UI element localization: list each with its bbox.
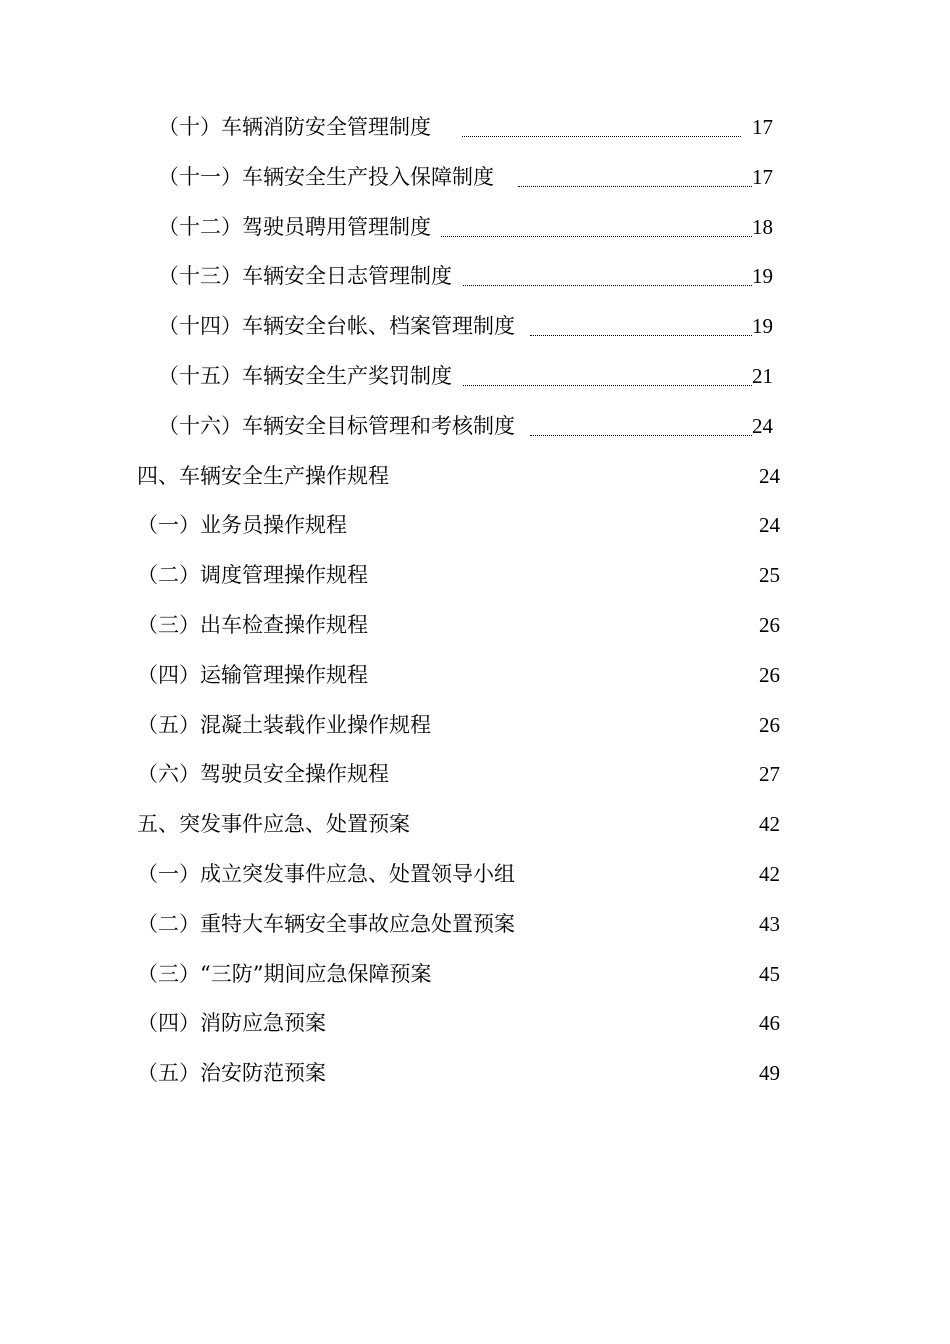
toc-entry[interactable] (0, 551, 950, 601)
toc-entry-title: （十一）车辆安全生产投入保障制度 (158, 164, 494, 189)
toc-entry-page: 42 (759, 861, 780, 886)
toc-entry[interactable] (0, 750, 950, 800)
toc-entry-title: 五、突发事件应急、处置预案 (137, 812, 410, 837)
toc-entry-page: 26 (759, 612, 780, 637)
toc-entry-page: 27 (759, 762, 780, 787)
toc-entry[interactable] (0, 352, 950, 402)
toc-entry-page: 26 (759, 662, 780, 687)
toc-entry-page: 42 (759, 812, 780, 837)
toc-entry[interactable] (0, 103, 950, 153)
toc-entry[interactable] (0, 850, 950, 900)
toc-entry[interactable] (0, 501, 950, 551)
toc-entry[interactable] (0, 1049, 950, 1099)
toc-entry[interactable] (0, 900, 950, 950)
toc-entry-title: （十六）车辆安全目标管理和考核制度 (158, 413, 515, 438)
toc-entry-title: （一）业务员操作规程 (137, 513, 347, 538)
toc-entry-page: 49 (759, 1061, 780, 1086)
toc-entry[interactable] (0, 651, 950, 701)
toc-entry-title: （十）车辆消防安全管理制度 (158, 115, 431, 139)
toc-entry-page: 19 (752, 264, 773, 289)
toc-entry-page: 17 (752, 115, 773, 139)
toc-dot-leader (463, 285, 752, 286)
toc-entry-title: （四）运输管理操作规程 (137, 662, 368, 687)
toc-entry-title: （四）消防应急预案 (137, 1011, 326, 1036)
toc-entry[interactable] (0, 252, 950, 302)
toc-dot-leader (530, 435, 752, 436)
toc-entry-page: 24 (759, 513, 780, 538)
toc-section-heading[interactable] (0, 452, 950, 502)
toc-entry[interactable] (0, 999, 950, 1049)
toc-entry-title: （三）“三防”期间应急保障预案 (137, 961, 432, 986)
toc-entry-title: （五）治安防范预案 (137, 1061, 326, 1086)
toc-entry-title: （二）调度管理操作规程 (137, 563, 368, 588)
toc-entry-title: （十四）车辆安全台帐、档案管理制度 (158, 314, 515, 339)
toc-entry-title: （十三）车辆安全日志管理制度 (158, 264, 452, 289)
toc-entry-title: （二）重特大车辆安全事故应急处置预案 (137, 911, 515, 936)
toc-entry-title: 四、车辆安全生产操作规程 (137, 463, 389, 488)
toc-entry[interactable] (0, 950, 950, 1000)
toc-entry-page: 21 (752, 363, 773, 388)
table-of-contents (0, 103, 950, 1099)
toc-dot-leader (530, 335, 752, 336)
toc-entry-title: （十二）驾驶员聘用管理制度 (158, 214, 431, 239)
toc-entry-page: 46 (759, 1011, 780, 1036)
toc-entry[interactable] (0, 203, 950, 253)
toc-entry-title: （五）混凝土装载作业操作规程 (137, 712, 431, 737)
toc-entry[interactable] (0, 601, 950, 651)
toc-dot-leader (518, 186, 752, 187)
toc-entry[interactable] (0, 701, 950, 751)
toc-entry-page: 18 (752, 214, 773, 239)
toc-dot-leader (463, 385, 752, 386)
toc-entry-page: 26 (759, 712, 780, 737)
toc-entry-page: 45 (759, 961, 780, 986)
toc-entry[interactable] (0, 402, 950, 452)
toc-entry-page: 25 (759, 563, 780, 588)
toc-entry[interactable] (0, 153, 950, 203)
toc-entry-page: 19 (752, 314, 773, 339)
toc-entry-title: （一）成立突发事件应急、处置领导小组 (137, 861, 515, 886)
toc-entry[interactable] (0, 302, 950, 352)
toc-entry-page: 24 (752, 413, 773, 438)
toc-entry-title: （十五）车辆安全生产奖罚制度 (158, 363, 452, 388)
toc-entry-title: （六）驾驶员安全操作规程 (137, 762, 389, 787)
toc-section-heading[interactable] (0, 800, 950, 850)
toc-entry-page: 43 (759, 911, 780, 936)
toc-entry-title: （三）出车检查操作规程 (137, 612, 368, 637)
toc-dot-leader (441, 236, 752, 237)
toc-dot-leader (462, 136, 741, 137)
toc-entry-page: 17 (752, 164, 773, 189)
toc-entry-page: 24 (759, 463, 780, 488)
